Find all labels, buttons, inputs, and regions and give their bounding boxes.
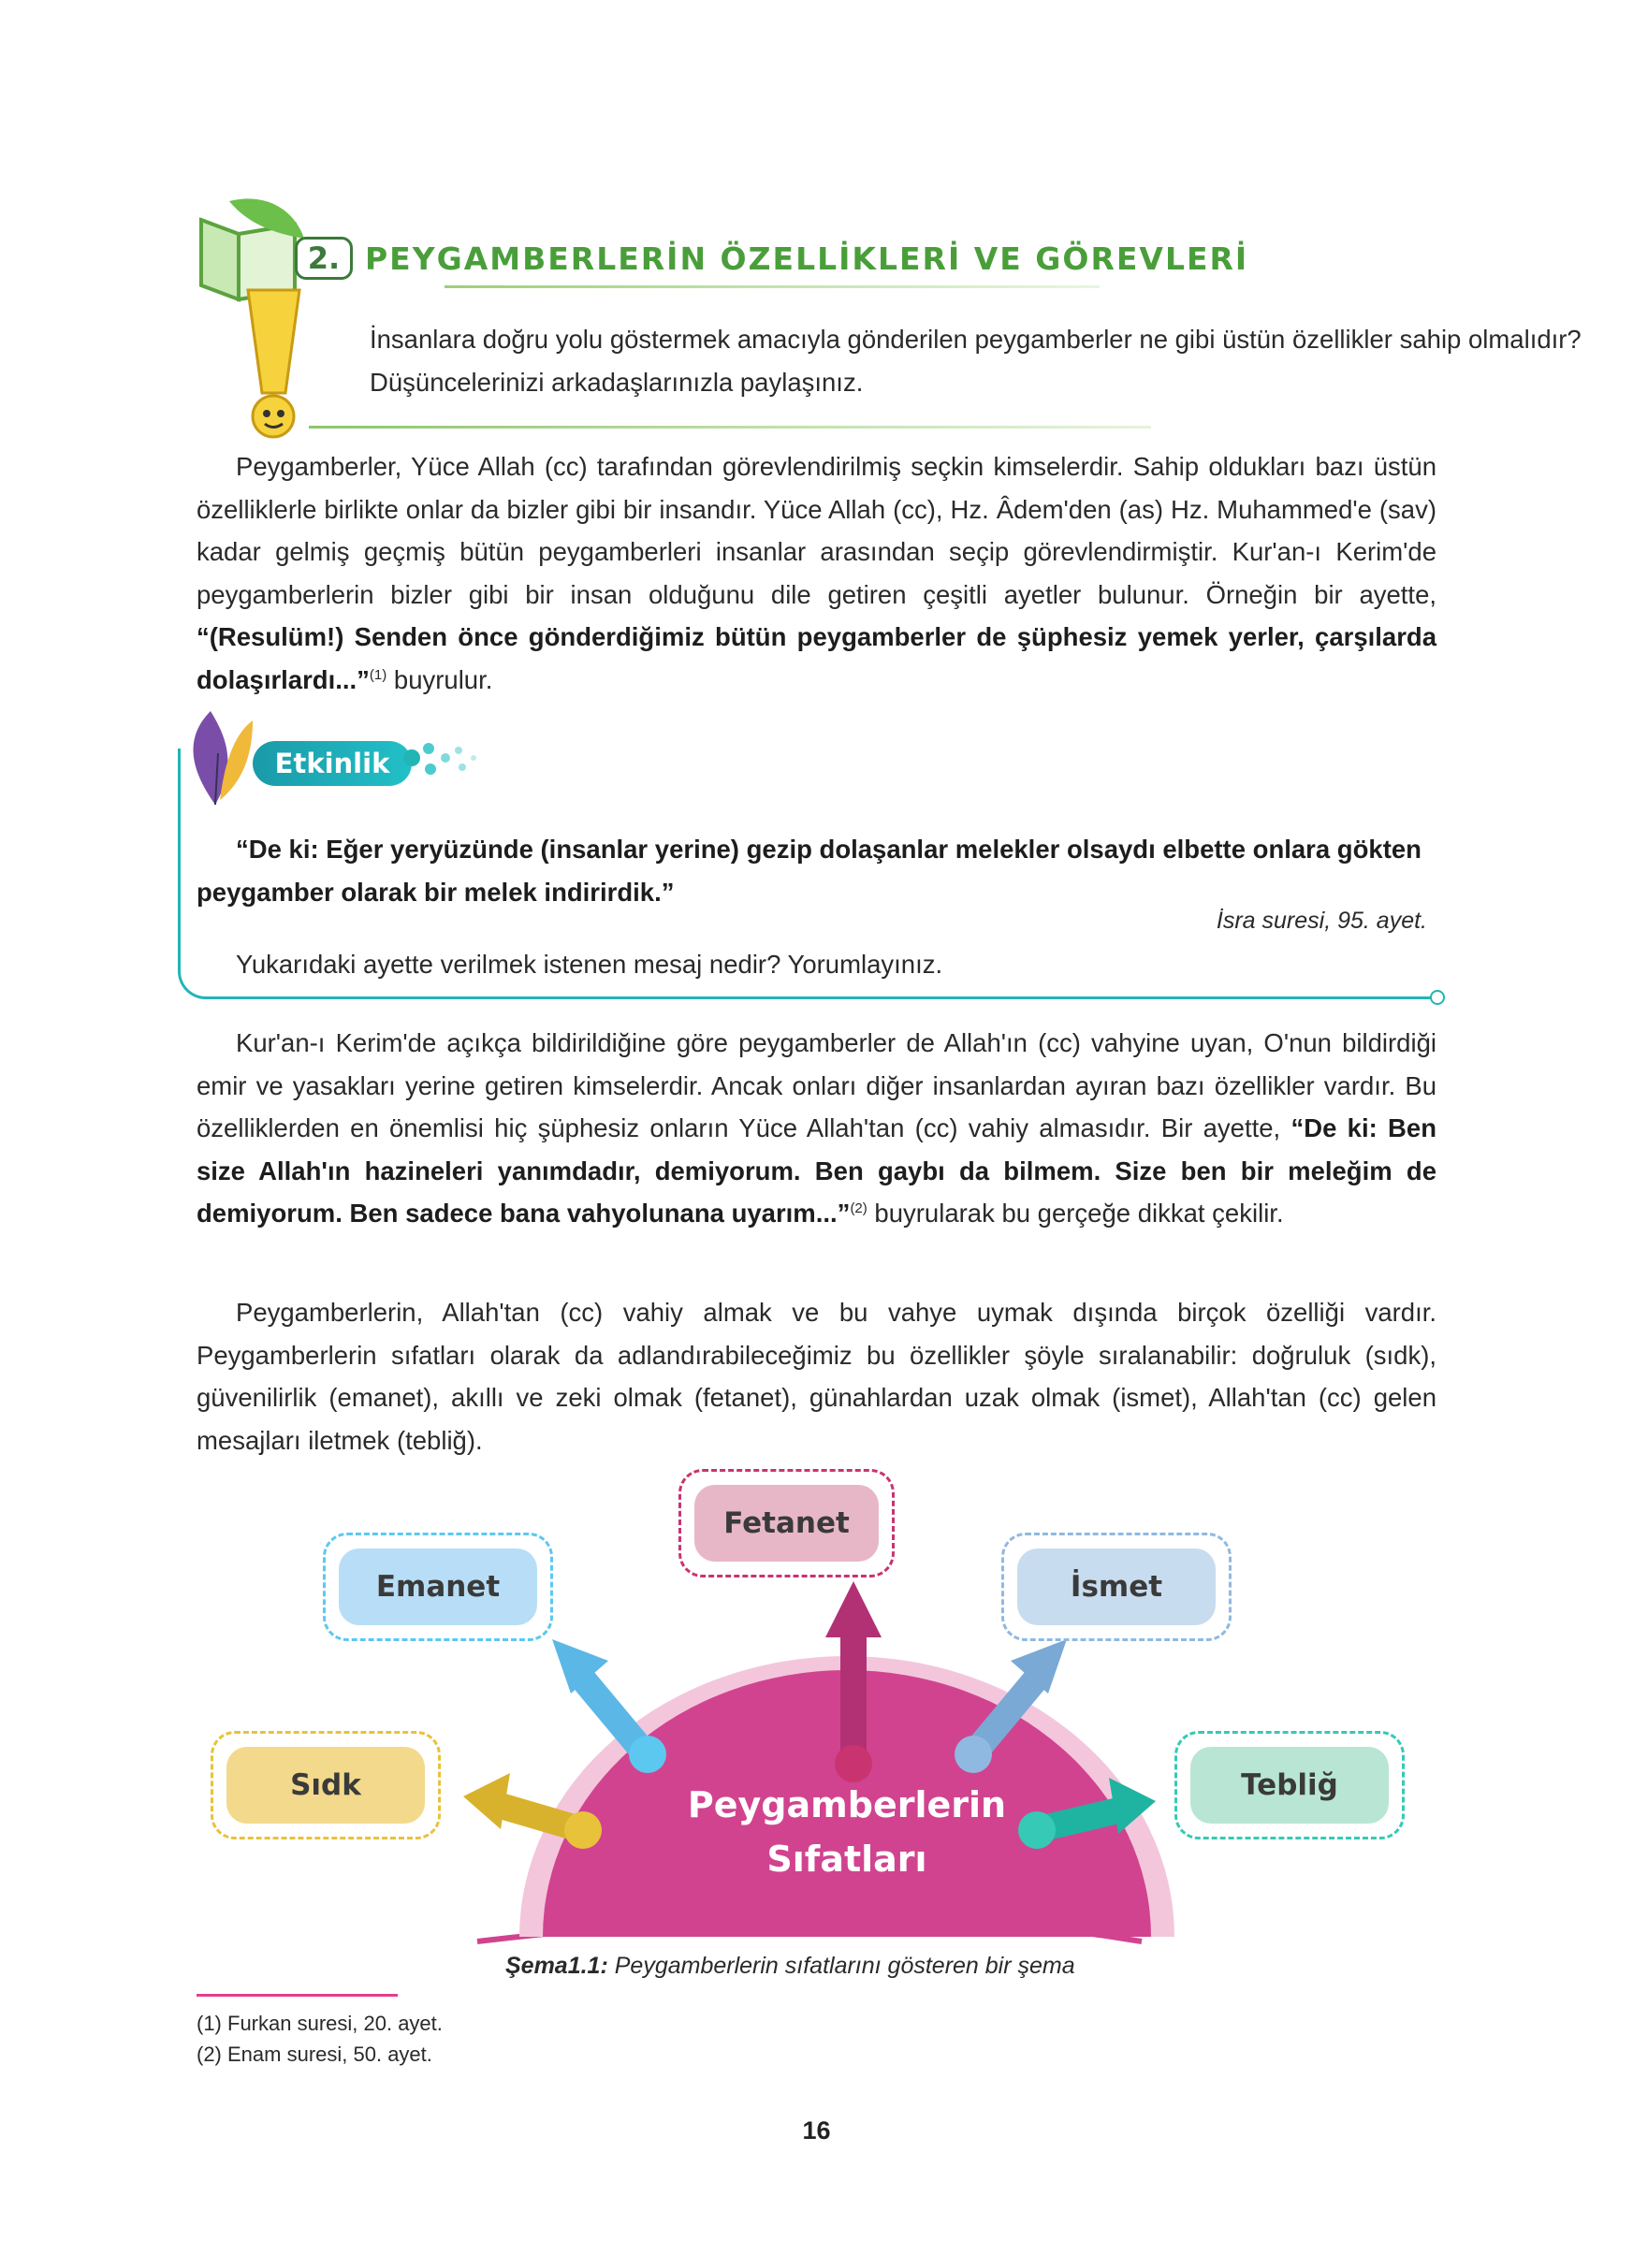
activity-box <box>178 749 1451 1010</box>
footnote-divider <box>197 1994 398 1997</box>
footnote-ref-1: (1) <box>369 666 387 683</box>
paragraph-3 <box>197 1291 1436 1461</box>
paragraph-1-text: Peygamberler, Yüce Allah (cc) tarafından görevlendirilmiş seçkin kimselerdir. Sahip oldukları bazı üstün özelliklerle birlikte onlar da bizler gibi bir insandır. Yüce Allah (cc), Hz. Âdem'den (as) Hz. Muhammed'e (sav) kadar gelmiş geçmiş bütün peygamberleri insanlar arasından seçip görevlendirmiştir. Kur'an-ı Kerim'de peygamberlerin bizler gibi bir insan olduğunu dile getiren çeşitli ayetler bulunur. Örneğin bir ayette, <box>197 452 1436 609</box>
intro-question: İnsanlara doğru yolu göstermek amacıyla gönderilen peygamberler ne gibi üstün özellikler sahip olmalıdır? Düşüncelerinizi arkadaşlarınızla paylaşınız. <box>370 325 1582 397</box>
tag-emanet-label: Emanet <box>339 1548 537 1625</box>
center-label <box>627 1778 1067 1886</box>
tag-teblig-label: Tebliğ <box>1190 1747 1389 1824</box>
activity-quote-text: “De ki: Eğer yeryüzünde (insanlar yerine) gezip dolaşanlar melekler olsaydı elbette onlara gökten peygamber olarak bir melek indirirdik.” <box>197 835 1422 907</box>
tag-ismet <box>1001 1533 1232 1641</box>
tag-sidk <box>211 1731 441 1839</box>
paragraph-1-tail: buyrulur. <box>393 664 493 694</box>
paragraph-2-quote: “De ki: Ben size Allah'ın hazineleri yanımdadır, demiyorum. Ben gaybı da bilmem. Size ben bir meleğim de demiyorum. Ben sadece bana vahyolunana uyarım...” <box>197 1113 1437 1228</box>
bubbles-icon <box>402 737 477 784</box>
activity-label: Etkinlik <box>253 741 412 786</box>
intro-underline <box>309 426 1151 429</box>
tag-emanet <box>323 1533 553 1641</box>
exclamation-mascot-icon <box>234 281 313 444</box>
section-title: PEYGAMBERLERİN ÖZELLİKLERİ VE GÖREVLERİ <box>365 240 1249 277</box>
frame-end-dot <box>1430 990 1445 1005</box>
paragraph-1-quote: “(Resulüm!) Senden önce gönderdiğimiz bütün peygamberler de şüphesiz yemek yerler, çarşılarda dolaşırlardı...” <box>197 622 1436 694</box>
section-number: 2. <box>295 237 353 280</box>
section-header <box>192 192 1582 444</box>
paragraph-2 <box>197 1022 1436 1235</box>
tag-fetanet-label: Fetanet <box>694 1485 879 1562</box>
page-number: 16 <box>802 2116 831 2144</box>
center-label-line1: Peygamberlerin <box>687 1784 1007 1825</box>
tag-teblig <box>1174 1731 1405 1839</box>
footnote-2: (2) Enam suresi, 50. ayet. <box>197 2043 432 2066</box>
footnote-ref-2: (2) <box>850 1199 868 1216</box>
title-underline <box>445 285 1100 288</box>
attributes-diagram <box>197 1469 1436 1974</box>
caption-label: Şema1.1: <box>505 1953 608 1979</box>
paragraph-2-text: Kur'an-ı Kerim'de açıkça bildirildiğine göre peygamberler de Allah'ın (cc) vahyine uyan, O'nun bildirdiği emir ve yasakları yerine getiren kimselerdir. Ancak onları diğer insanlardan ayıran bazı özellikler vardır. Bu özelliklerden en önemlisi hiç şüphesiz onların Yüce Allah'tan (cc) vahiy almasıdır. Bir ayette, <box>197 1028 1436 1142</box>
caption-text: Peygamberlerin sıfatlarını gösteren bir şema <box>614 1953 1075 1979</box>
center-label-line2: Sıfatları <box>766 1839 927 1880</box>
activity-source: İsra suresi, 95. ayet. <box>1216 908 1427 934</box>
paragraph-3-text: Peygamberlerin, Allah'tan (cc) vahiy almak ve bu vahye uymak dışında birçok özelliği vardır. Peygamberlerin sıfatları olarak da adlandırabileceğimiz bu özellikler şöyle sıralanabilir: doğruluk (sıdk), güvenilirlik (emanet), akıllı ve zeki olmak (fetanet), günahlardan uzak olmak (ismet), Allah'tan (cc) gelen mesajları iletmek (tebliğ). <box>197 1298 1436 1455</box>
tag-sidk-label: Sıdk <box>226 1747 425 1824</box>
footnote-1: (1) Furkan suresi, 20. ayet. <box>197 2012 443 2035</box>
footnotes <box>197 2008 443 2070</box>
tag-fetanet <box>678 1469 895 1577</box>
paragraph-1 <box>197 445 1436 701</box>
diagram-caption <box>505 1953 1075 1980</box>
tag-ismet-label: İsmet <box>1017 1548 1216 1625</box>
activity-quote <box>197 828 1436 914</box>
activity-question: Yukarıdaki ayette verilmek istenen mesaj nedir? Yorumlayınız. <box>236 950 943 979</box>
feather-icon <box>173 706 257 809</box>
paragraph-2-tail: buyrularak bu gerçeğe dikkat çekilir. <box>874 1199 1284 1228</box>
